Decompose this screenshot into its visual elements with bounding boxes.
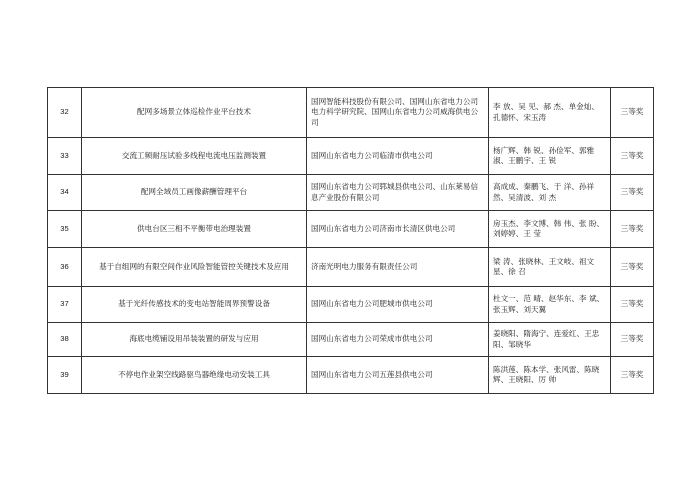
completing-units: 国网山东省电力公司济南市长清区供电公司 <box>307 211 489 248</box>
table-row <box>48 175 654 211</box>
award-level: 三等奖 <box>611 287 654 323</box>
row-number: 38 <box>48 323 82 357</box>
completing-units: 国网山东省电力公司肥城市供电公司 <box>307 287 489 323</box>
award-level: 三等奖 <box>611 175 654 211</box>
completing-units: 国网山东省电力公司五莲县供电公司 <box>307 357 489 394</box>
row-number: 39 <box>48 357 82 394</box>
completing-units: 国网山东省电力公司郓城县供电公司、山东莱易信息产业股份有限公司 <box>307 175 489 211</box>
main-contributors: 梁 涛、张晓林、王文岐、祖文星、徐 召 <box>489 248 611 287</box>
table-row <box>48 287 654 323</box>
row-number: 36 <box>48 248 82 287</box>
table-row <box>48 88 654 138</box>
project-title: 配网全域员工画像薪酬管理平台 <box>82 175 307 211</box>
main-contributors: 李 放、吴 见、郝 杰、单金灿、孔德怀、宋玉涛 <box>489 88 611 138</box>
project-title: 海底电缆铺设用吊装装置的研发与应用 <box>82 323 307 357</box>
main-contributors: 姜晓阳、隋海宁、连爱红、王忠阳、邹晓华 <box>489 323 611 357</box>
completing-units: 国网山东省电力公司荣成市供电公司 <box>307 323 489 357</box>
award-level: 三等奖 <box>611 211 654 248</box>
project-title: 基于自组网的有限空间作业风险智能管控关键技术及应用 <box>82 248 307 287</box>
table-row <box>48 248 654 287</box>
row-number: 34 <box>48 175 82 211</box>
row-number: 37 <box>48 287 82 323</box>
table-row <box>48 138 654 175</box>
project-title: 交流工频耐压试验多线程电流电压监测装置 <box>82 138 307 175</box>
award-level: 三等奖 <box>611 88 654 138</box>
main-contributors: 高成成、秦鹏飞、于 洋、孙祥然、吴清波、刘 杰 <box>489 175 611 211</box>
award-level: 三等奖 <box>611 248 654 287</box>
table-row <box>48 211 654 248</box>
award-table <box>47 87 654 394</box>
main-contributors: 房玉杰、李文博、韩 伟、张 盼、刘婷婷、王 莹 <box>489 211 611 248</box>
project-title: 供电台区三相不平衡带电治理装置 <box>82 211 307 248</box>
award-level: 三等奖 <box>611 323 654 357</box>
award-level: 三等奖 <box>611 357 654 394</box>
completing-units: 国网智能科技股份有限公司、国网山东省电力公司电力科学研究院、国网山东省电力公司威海供电公司 <box>307 88 489 138</box>
main-contributors: 杜文一、范 晴、赵华东、李 斌、张玉辉、刘天翼 <box>489 287 611 323</box>
main-contributors: 杨广辉、韩 锐、孙俭军、郭雅淑、王鹏宇、王 锐 <box>489 138 611 175</box>
project-title: 基于光纤传感技术的变电站智能周界预警设备 <box>82 287 307 323</box>
award-level: 三等奖 <box>611 138 654 175</box>
row-number: 35 <box>48 211 82 248</box>
project-title: 不停电作业架空线路驱鸟器绝缘电动安装工具 <box>82 357 307 394</box>
table-row <box>48 357 654 394</box>
project-title: 配网多场景立体巡检作业平台技术 <box>82 88 307 138</box>
row-number: 33 <box>48 138 82 175</box>
main-contributors: 陈洪莲、陈本学、张风雷、陈晓辉、王晓阳、厉 帅 <box>489 357 611 394</box>
completing-units: 国网山东省电力公司临清市供电公司 <box>307 138 489 175</box>
row-number: 32 <box>48 88 82 138</box>
table-row <box>48 323 654 357</box>
completing-units: 济南光明电力服务有限责任公司 <box>307 248 489 287</box>
